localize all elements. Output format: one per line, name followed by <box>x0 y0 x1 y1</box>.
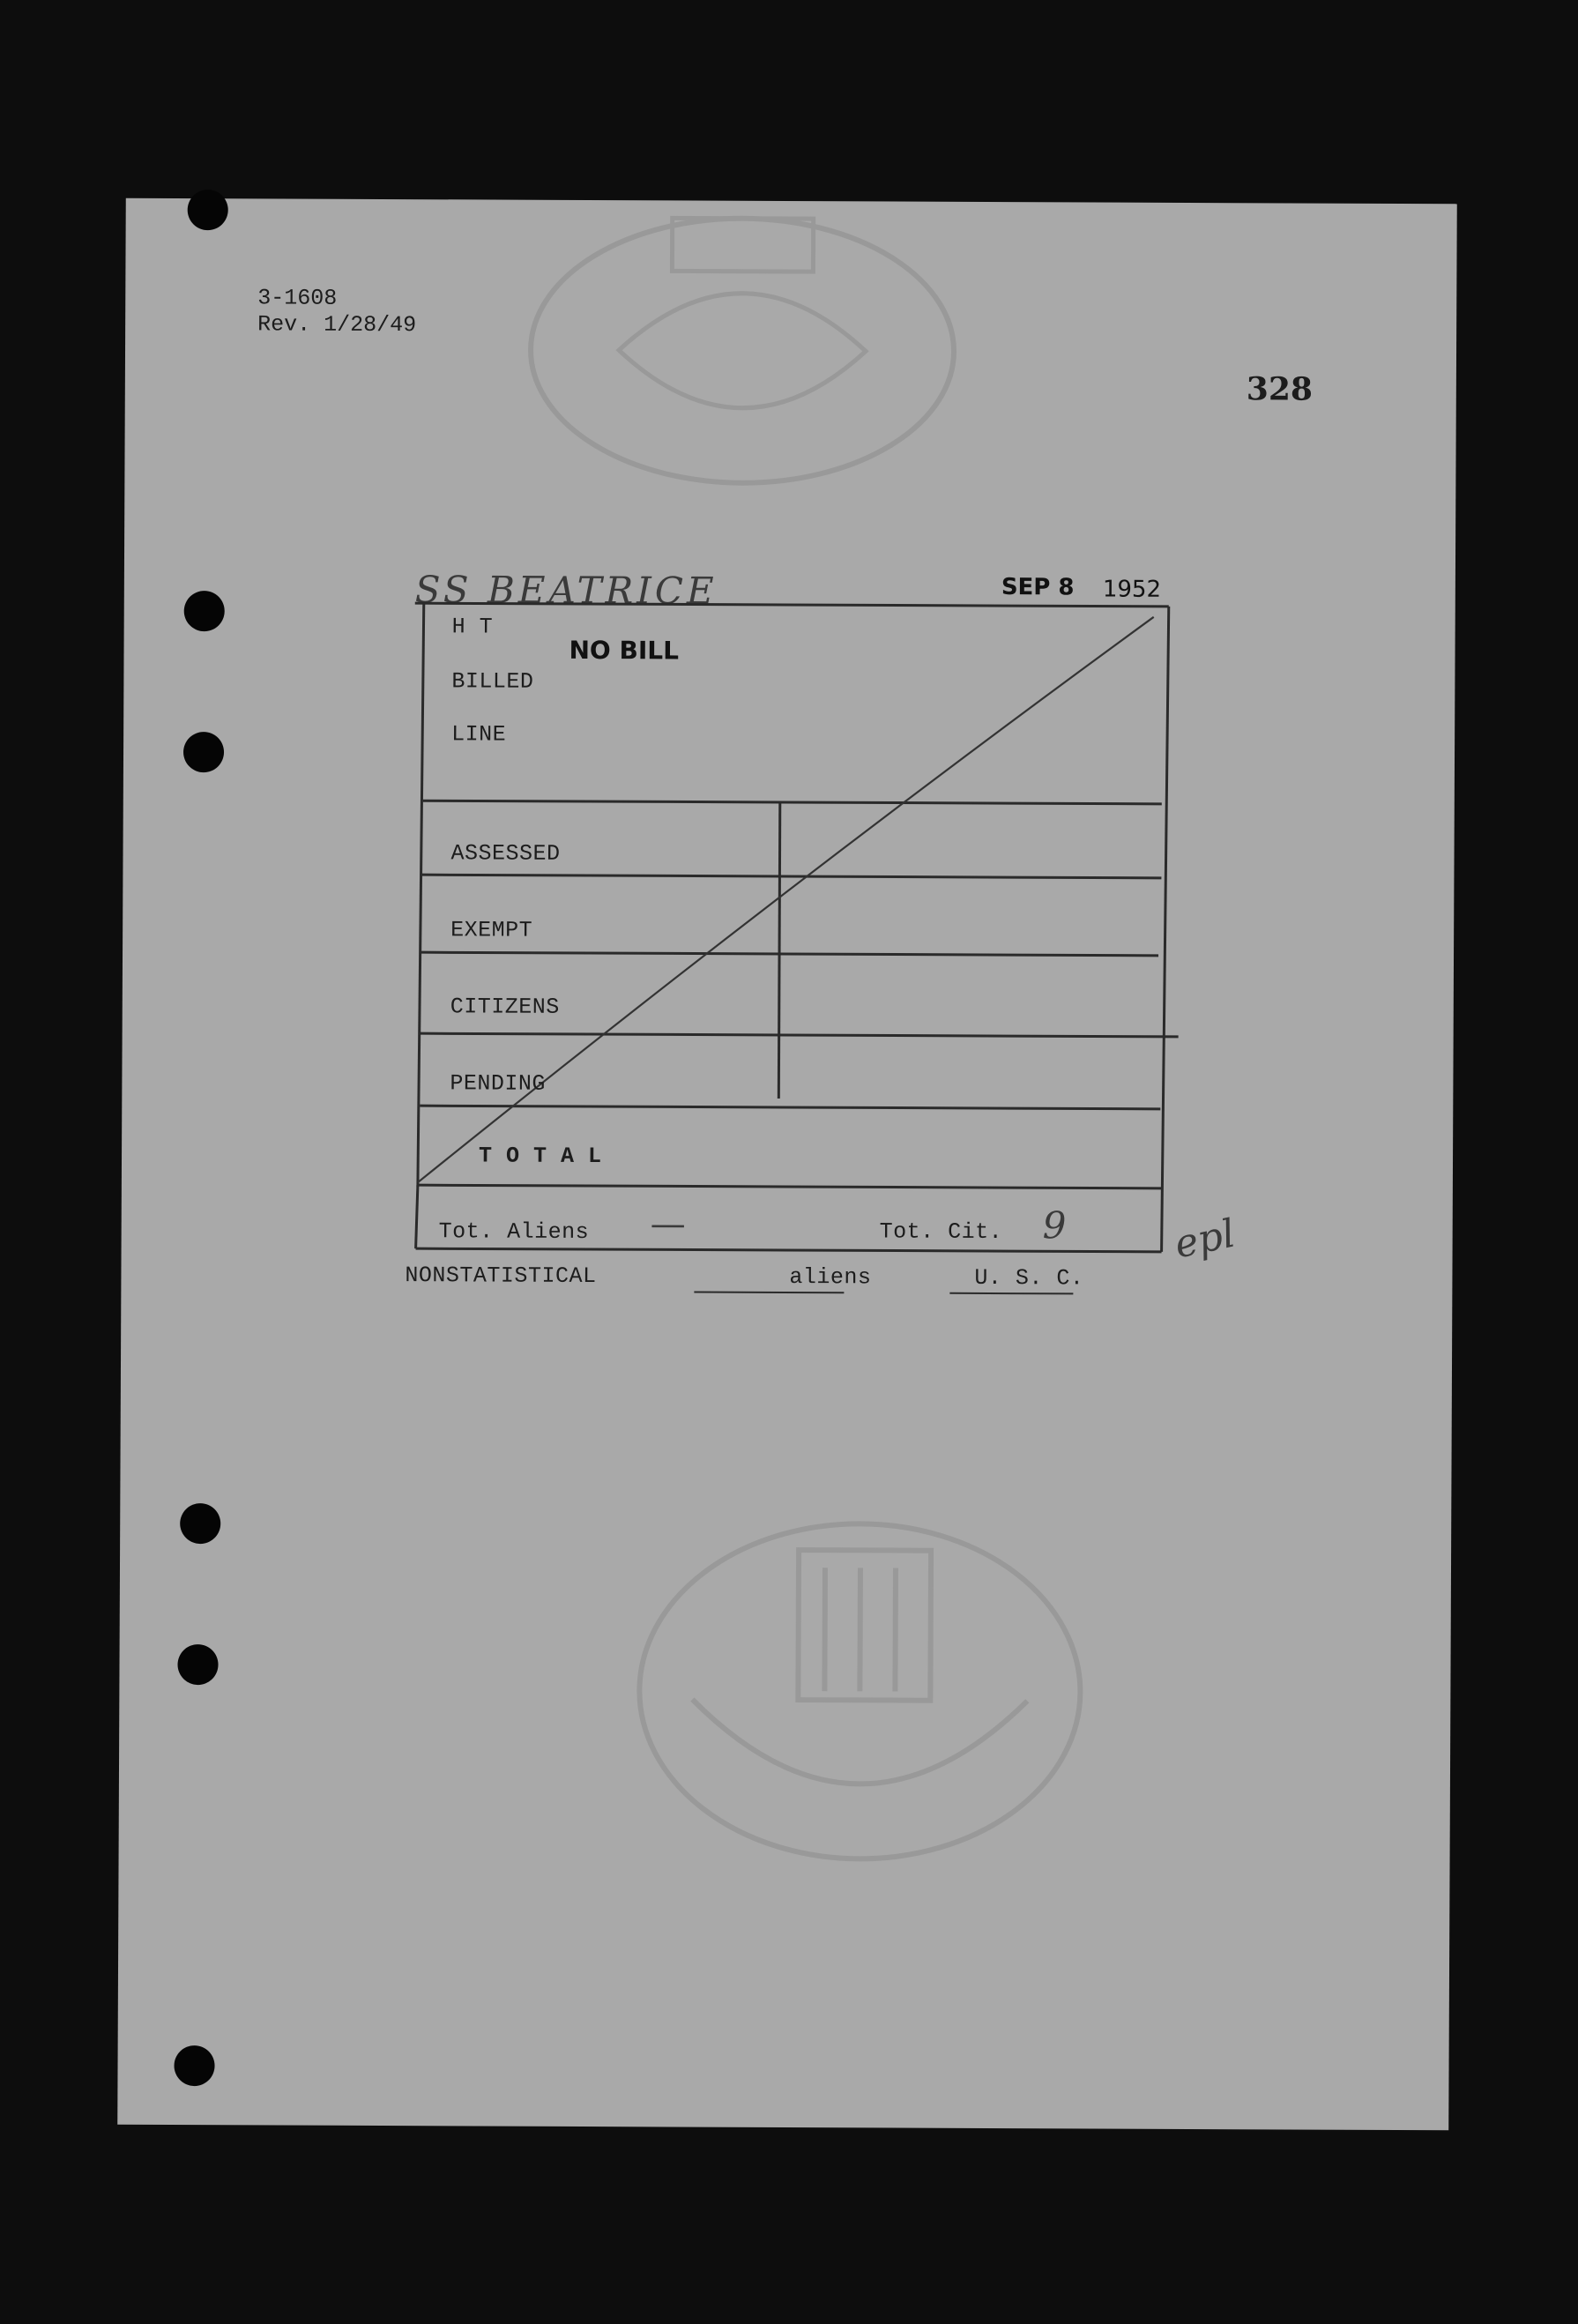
usc-label: U. S. C. <box>974 1264 1084 1292</box>
form-table-lines <box>121 198 1457 1351</box>
row-label-citizens: CITIZENS <box>450 994 560 1020</box>
label-billed: BILLED <box>451 668 534 695</box>
binder-hole <box>174 2045 214 2086</box>
binder-hole <box>180 1503 220 1544</box>
label-line: LINE <box>451 721 507 748</box>
date-stamp-year: 1952 <box>1102 576 1162 603</box>
tot-aliens-value: — <box>650 1203 686 1245</box>
no-bill-stamp: NO BILL <box>569 635 680 666</box>
label-ht: H T <box>451 614 494 640</box>
tot-aliens-label: Tot. Aliens <box>438 1218 590 1246</box>
row-label-exempt: EXEMPT <box>450 917 533 943</box>
page-number: 328 <box>1246 370 1314 408</box>
aliens-label: aliens <box>789 1264 872 1291</box>
initials: epl <box>1171 1210 1239 1268</box>
binder-hole <box>177 1644 218 1685</box>
total-label: T O T A L <box>478 1143 602 1170</box>
form-revision: Rev. 1/28/49 <box>257 311 417 339</box>
date-stamp-day: SEP 8 <box>1001 574 1075 601</box>
row-label-assessed: ASSESSED <box>450 840 561 867</box>
nonstatistical-label: NONSTATISTICAL <box>405 1263 597 1290</box>
form-number: 3-1608 <box>257 285 338 311</box>
row-label-pending: PENDING <box>450 1070 546 1097</box>
tot-cit-label: Tot. Cit. <box>879 1218 1003 1246</box>
tot-cit-value: 9 <box>1042 1203 1067 1248</box>
void-strike-line <box>418 614 1154 1186</box>
document-page <box>117 198 1457 2131</box>
vessel-name: SS BEATRICE <box>414 568 718 613</box>
watermark-seal-bottom <box>612 1496 1107 1877</box>
